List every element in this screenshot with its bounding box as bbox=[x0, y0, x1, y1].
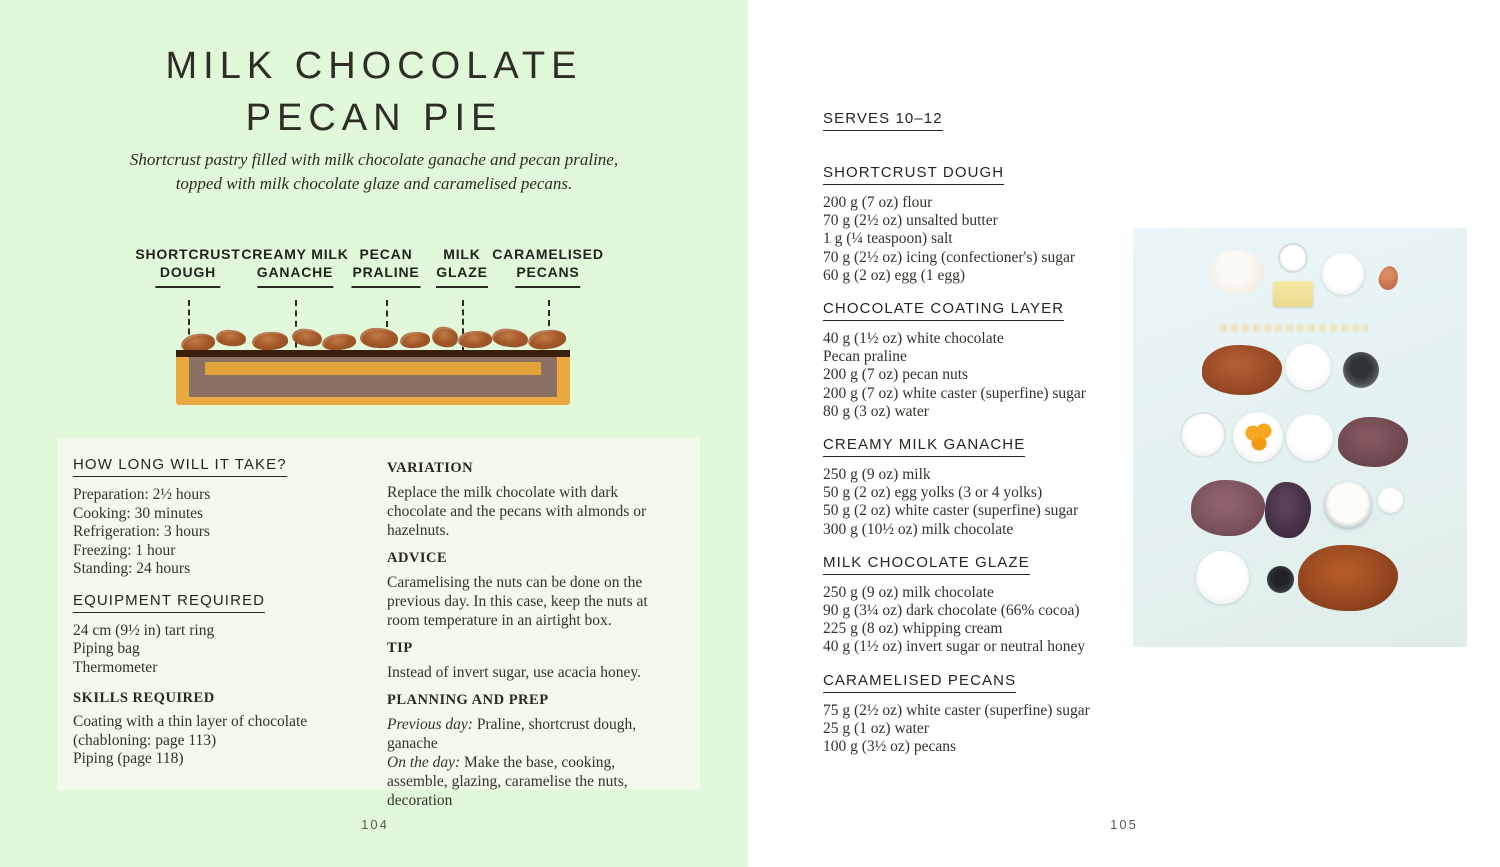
ingredient-list bbox=[823, 194, 1153, 285]
ingredient-line: 225 g (8 oz) whipping cream bbox=[823, 620, 1003, 638]
recipe-info-box bbox=[57, 438, 700, 809]
photo-milk-glass bbox=[1182, 414, 1224, 456]
list-item: Piping (page 118) bbox=[73, 750, 184, 767]
photo-cream-bowl bbox=[1196, 551, 1249, 604]
label-underline bbox=[436, 286, 488, 288]
ingredient-line: 40 g (1½ oz) invert sugar or neutral honey bbox=[823, 638, 1086, 656]
section-heading: SHORTCRUST DOUGH bbox=[823, 164, 1004, 185]
ingredient-line: 100 g (3½ oz) pecans bbox=[823, 738, 956, 756]
ingredient-line: 40 g (1½ oz) white chocolate bbox=[823, 330, 1004, 348]
page-number-right: 105 bbox=[1110, 817, 1138, 832]
photo-milk-chocolate-pile-2 bbox=[1191, 480, 1265, 536]
pecan-illustration bbox=[527, 328, 567, 351]
section-heading: MILK CHOCOLATE GLAZE bbox=[823, 554, 1030, 575]
diagram-label-text: SHORTCRUST bbox=[135, 246, 241, 262]
ingredient-line: 70 g (2½ oz) unsalted butter bbox=[823, 212, 998, 230]
section-heading: CARAMELISED PECANS bbox=[823, 672, 1016, 693]
diagram-label-text: PRALINE bbox=[352, 264, 420, 280]
list-item: Freezing: 1 hour bbox=[73, 541, 176, 559]
photo-dark-chocolate-pile bbox=[1265, 482, 1311, 538]
diagram-label-text: DOUGH bbox=[159, 264, 217, 280]
diagram-label-shortcrust-dough bbox=[135, 245, 240, 288]
page-number-left: 104 bbox=[361, 817, 389, 832]
ingredient-section-milk-chocolate-glaze bbox=[823, 554, 1153, 657]
advice-heading: ADVICE bbox=[387, 550, 448, 566]
photo-pecan-pile bbox=[1202, 345, 1282, 395]
ingredient-list bbox=[823, 702, 1153, 757]
photo-sugar-bowl-3 bbox=[1286, 414, 1333, 461]
ingredient-line: Pecan praline bbox=[823, 348, 907, 366]
ingredient-list bbox=[823, 330, 1153, 421]
ingredient-line: 300 g (10½ oz) milk chocolate bbox=[823, 520, 1014, 538]
diagram-label-text: MILK bbox=[443, 246, 481, 262]
diagram-label-text: PECAN bbox=[359, 246, 413, 262]
ingredient-section-shortcrust-dough bbox=[823, 164, 1153, 285]
ingredient-line: 25 g (1 oz) water bbox=[823, 719, 929, 737]
pecan-illustration bbox=[251, 331, 288, 351]
ingredient-section-caramelised-pecans bbox=[823, 672, 1153, 757]
right-page bbox=[748, 0, 1500, 867]
list-item: Cooking: 30 minutes bbox=[73, 504, 204, 522]
planning-on-day-label: On the day: bbox=[387, 754, 461, 771]
pecan-illustration bbox=[321, 332, 356, 351]
list-item: Piping bag bbox=[73, 640, 140, 657]
photo-egg bbox=[1376, 264, 1400, 292]
diagram-label-pecan-praline bbox=[352, 245, 421, 288]
list-item: Refrigeration: 3 hours bbox=[73, 523, 210, 540]
advice-text: Caramelising the nuts can be done on the previous day. In this case, keep the nuts at room temperature in an airtight box. bbox=[387, 574, 648, 629]
ingredients-photo bbox=[1133, 228, 1467, 647]
planning-on-day bbox=[387, 753, 675, 810]
info-column-right bbox=[387, 460, 675, 810]
planning-heading: PLANNING AND PREP bbox=[387, 692, 549, 708]
ingredient-line: 1 g (¼ teaspoon) salt bbox=[823, 230, 953, 248]
recipe-title bbox=[0, 40, 748, 144]
ingredient-line: 250 g (9 oz) milk bbox=[823, 466, 931, 484]
diagram-label-creamy-milk-ganache bbox=[241, 245, 348, 288]
photo-sugar-bowl bbox=[1322, 253, 1364, 295]
serves-block bbox=[823, 110, 1153, 140]
ingredient-line: 70 g (2½ oz) icing (confectioner's) sugar bbox=[823, 248, 1075, 266]
photo-egg-yolks-bowl bbox=[1233, 412, 1283, 462]
list-item: Preparation: 2½ hours bbox=[73, 486, 211, 503]
equipment-heading: EQUIPMENT REQUIRED bbox=[73, 592, 265, 613]
photo-white-chocolate-buttons bbox=[1218, 323, 1368, 333]
pecan-illustration bbox=[360, 327, 399, 349]
planning-section bbox=[387, 692, 675, 810]
serves-heading: SERVES 10–12 bbox=[823, 110, 943, 131]
tip-section bbox=[387, 640, 675, 682]
pie-layer-praline bbox=[205, 362, 541, 375]
ingredient-line: 50 g (2 oz) egg yolks (3 or 4 yolks) bbox=[823, 484, 1043, 502]
label-underline bbox=[257, 286, 333, 288]
variation-text: Replace the milk chocolate with dark chocolate and the pecans with almonds or hazelnuts. bbox=[387, 484, 647, 539]
diagram-label-milk-glaze bbox=[436, 245, 488, 288]
planning-previous-day-text: Praline, shortcrust dough, ganache bbox=[387, 716, 637, 752]
photo-butter-block bbox=[1273, 281, 1313, 307]
diagram-label-text: CARAMELISED bbox=[492, 246, 604, 262]
label-underline bbox=[352, 286, 421, 288]
diagram-label-text: GANACHE bbox=[256, 264, 334, 280]
ingredient-section-chocolate-coating-layer bbox=[823, 300, 1153, 421]
ingredients-column bbox=[823, 110, 1153, 771]
section-heading: CREAMY MILK GANACHE bbox=[823, 436, 1025, 457]
photo-small-egg-white bbox=[1378, 488, 1403, 513]
ingredient-line: 200 g (7 oz) pecan nuts bbox=[823, 366, 969, 384]
list-item: Standing: 24 hours bbox=[73, 560, 191, 577]
advice-section bbox=[387, 550, 675, 630]
diagram-label-text: CREAMY MILK bbox=[241, 246, 349, 262]
section-heading: CHOCOLATE COATING LAYER bbox=[823, 300, 1064, 321]
pecan-illustration bbox=[215, 329, 246, 348]
photo-flour-pile bbox=[1210, 250, 1265, 295]
equipment-section bbox=[73, 592, 373, 678]
list-item: 24 cm (9½ in) tart ring bbox=[73, 621, 215, 639]
ingredient-line: 90 g (3¼ oz) dark chocolate (66% cocoa) bbox=[823, 602, 1080, 620]
photo-cream-cup bbox=[1324, 481, 1372, 529]
photo-pecan-pile-2 bbox=[1298, 545, 1398, 611]
tip-text: Instead of invert sugar, use acacia honey. bbox=[387, 664, 642, 681]
planning-previous-day bbox=[387, 715, 675, 753]
photo-small-dark-cup bbox=[1267, 566, 1294, 593]
label-underline bbox=[515, 286, 580, 288]
ingredient-line: 80 g (3 oz) water bbox=[823, 402, 929, 420]
photo-salt-glass bbox=[1280, 245, 1306, 271]
ingredient-section-creamy-milk-ganache bbox=[823, 436, 1153, 539]
recipe-title-line2: PECAN PIE bbox=[245, 97, 503, 139]
how-long-section bbox=[73, 456, 373, 579]
variation-section bbox=[387, 460, 675, 540]
recipe-subtitle-line1: Shortcrust pastry filled with milk chocolate ganache and pecan praline, bbox=[129, 150, 619, 169]
left-page bbox=[0, 0, 748, 867]
pecan-illustration bbox=[399, 331, 430, 350]
list-item: Coating with a thin layer of chocolate (chabloning: page 113) bbox=[73, 713, 308, 749]
diagram-label-text: GLAZE bbox=[436, 264, 488, 280]
ingredient-line: 75 g (2½ oz) white caster (superfine) sugar bbox=[823, 701, 1090, 719]
ingredient-line: 200 g (7 oz) white caster (superfine) sugar bbox=[823, 384, 1086, 402]
planning-on-day-text: Make the base, cooking, assemble, glazing, caramelise the nuts, decoration bbox=[387, 754, 628, 809]
how-long-list bbox=[73, 486, 373, 579]
photo-metal-measuring-cup bbox=[1343, 352, 1379, 388]
ingredient-line: 200 g (7 oz) flour bbox=[823, 194, 933, 211]
ingredient-line: 60 g (2 oz) egg (1 egg) bbox=[823, 266, 966, 284]
ingredient-line: 50 g (2 oz) white caster (superfine) sugar bbox=[823, 502, 1079, 520]
skills-heading: SKILLS REQUIRED bbox=[73, 690, 215, 706]
tip-heading: TIP bbox=[387, 640, 413, 656]
photo-milk-chocolate-pile bbox=[1338, 417, 1408, 467]
photo-sugar-bowl-2 bbox=[1285, 344, 1331, 390]
pecan-illustration bbox=[491, 327, 529, 349]
skills-section bbox=[73, 690, 373, 769]
recipe-title-line1: MILK CHOCOLATE bbox=[165, 45, 583, 87]
info-column-left bbox=[73, 456, 373, 769]
list-item: Thermometer bbox=[73, 658, 158, 676]
label-underline bbox=[155, 286, 220, 288]
pie-layer-glaze bbox=[176, 350, 570, 357]
variation-heading: VARIATION bbox=[387, 460, 474, 476]
recipe-subtitle-line2: topped with milk chocolate glaze and caramelised pecans. bbox=[175, 174, 573, 193]
how-long-heading: HOW LONG WILL IT TAKE? bbox=[73, 456, 287, 477]
planning-previous-day-label: Previous day: bbox=[387, 716, 473, 733]
recipe-subtitle bbox=[0, 148, 748, 196]
diagram-label-caramelised-pecans bbox=[492, 245, 603, 288]
pecan-illustration bbox=[430, 325, 459, 349]
equipment-list bbox=[73, 622, 373, 678]
pecan-illustration bbox=[458, 330, 493, 349]
skills-list bbox=[73, 713, 373, 769]
ingredient-line: 250 g (9 oz) milk chocolate bbox=[823, 583, 994, 601]
ingredient-list bbox=[823, 584, 1153, 657]
diagram-label-text: PECANS bbox=[516, 264, 580, 280]
ingredient-list bbox=[823, 466, 1153, 539]
